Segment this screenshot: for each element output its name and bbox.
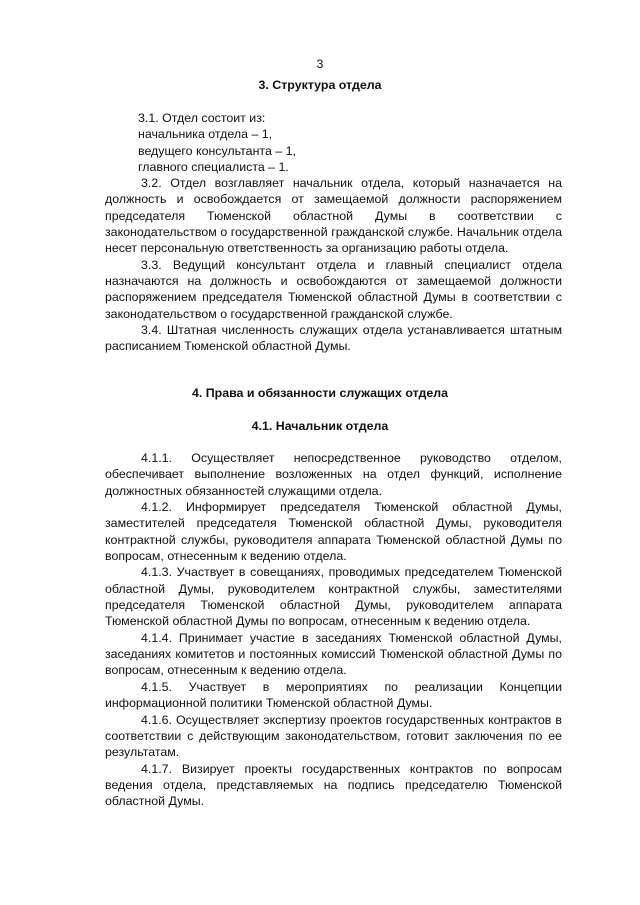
section-4-heading: 4. Права и обязанности служащих отдела (191, 386, 449, 400)
section-3-heading: 3. Структура отдела (258, 78, 382, 92)
page-number: 3 (316, 57, 324, 71)
section-4-1-subheading: 4.1. Начальник отдела (251, 419, 389, 433)
list-line: ведущего консультанта – 1, (138, 143, 296, 158)
section-4-1-body (105, 450, 562, 810)
paragraph-3-2: 3.2. Отдел возглавляет начальник отдела, который назначается на должность и освобождается от замещаемой должности распоряжением председателя Тюменской областной Думы в соответствии с законодательством о государственной гражданской службе. Начальник отдела несет персональную ответственность за организацию работы отдела. (105, 176, 562, 256)
paragraph-4-1-2: 4.1.2. Информирует председателя Тюменской областной Думы, заместителей председателя Тюменской областной Думы, руководителя контрактной службы, руководителя аппарата Тюменской областной Думы по вопросам, отнесенным к ведению отдела. (105, 500, 562, 564)
paragraph-4-1-7: 4.1.7. Визирует проекты государственных контрактов по вопросам ведения отдела, представляемых на подпись председателю Тюменской областной Думы. (105, 761, 562, 809)
list-line: главного специалиста – 1. (138, 160, 289, 175)
list-line: 3.1. Отдел состоит из: (138, 111, 266, 125)
paragraph-4-1-5: 4.1.5. Участвует в мероприятиях по реализации Концепции информационной политики Тюменской областной Думы. (105, 679, 562, 711)
paragraph-3-3: 3.3. Ведущий консультант отдела и главный специалист отдела назначаются на должность и освобождаются от замещаемой должности распоряжением председателя Тюменской областной Думы в соответствии с законодательством о государственной гражданской службе. (105, 257, 562, 321)
paragraph-4-1-1: 4.1.1. Осуществляет непосредственное руководство отделом, обеспечивает выполнение возложенных на отдел функций, исполнение должностных обязанностей служащими отдела. (105, 451, 562, 498)
paragraph-4-1-4: 4.1.4. Принимает участие в заседаниях Тюменской областной Думы, заседаниях комитетов и постоянных комиссий Тюменской областной Думы по вопросам, отнесенным к ведению отдела. (105, 630, 562, 678)
paragraph-3-4: 3.4. Штатная численность служащих отдела устанавливается штатным расписанием Тюменской областной Думы. (105, 323, 562, 354)
paragraph-4-1-6: 4.1.6. Осуществляет экспертизу проектов государственных контрактов в соответствии с действующим законодательством, готовит заключения по ее результатам. (105, 712, 562, 760)
list-line: начальника отдела – 1, (138, 127, 273, 142)
section-3-composition-list (138, 110, 558, 175)
section-3-body (105, 175, 562, 355)
paragraph-4-1-3: 4.1.3. Участвует в совещаниях, проводимых председателем Тюменской областной Думы, руководителем контрактной службы, заместителями председателя Тюменской областной Думы, руководителем аппарата Тюменской областной Думы по вопросам, отнесенным к ведению отдела. (105, 565, 562, 629)
